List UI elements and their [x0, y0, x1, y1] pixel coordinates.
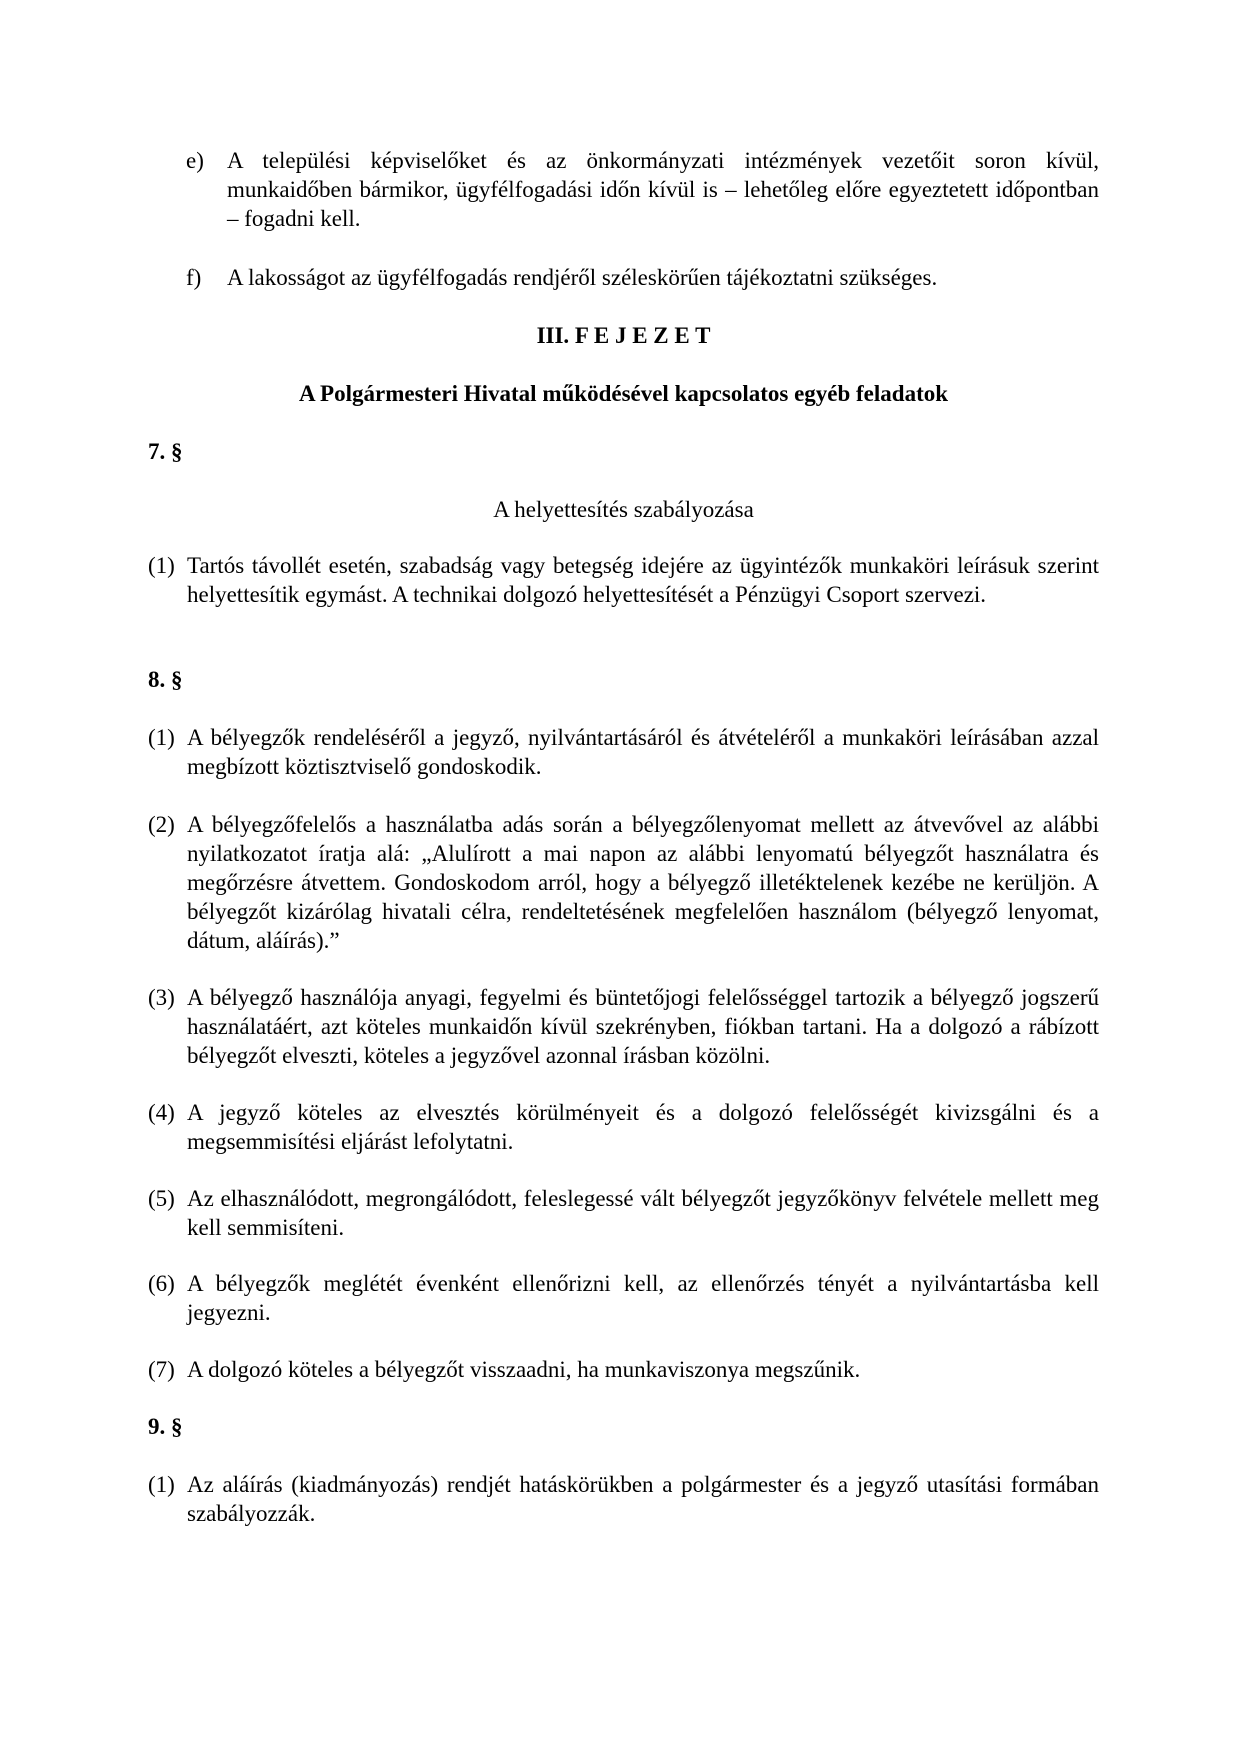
- chapter-title: III. F E J E Z E T: [536, 323, 711, 348]
- paragraph-8-3: [148, 983, 1099, 1070]
- paragraph-text: A bélyegzőfelelős a használatba adás során a bélyegzőlenyomat mellett az átvevővel az alábbi nyilatkozatot íratja alá: „Alulírott a mai napon az alábbi lenyomatú bélyegzőt használatra és megőrzésre átvettem. Gondoskodom arról, hogy a bélyegző illetéktelenek kezébe ne kerüljön. A bélyegzőt kizárólag hivatali célra, rendeltetésének megfelelően használom (bélyegző lenyomat, dátum, aláírás).”: [187, 812, 1099, 953]
- paragraph-number: (2): [148, 812, 175, 837]
- list-item-text: A lakosságot az ügyfélfogadás rendjéről széleskörűen tájékoztatni szükséges.: [227, 265, 938, 290]
- section-title-9: 9. §: [148, 1414, 183, 1439]
- chapter-subtitle: A Polgármesteri Hivatal működésével kapcsolatos egyéb feladatok: [298, 381, 949, 406]
- paragraph-number: (6): [148, 1271, 175, 1296]
- list-item-text: A települési képviselőket és az önkormányzati intézmények vezetőit soron kívül, munkaidőben bármikor, ügyfélfogadási időn kívül is – lehetőleg előre egyeztetett időpontban – fogadni kell.: [227, 148, 1099, 231]
- section-title-8: 8. §: [148, 667, 183, 692]
- paragraph-8-1: [148, 723, 1099, 781]
- list-item-label: f): [186, 265, 202, 290]
- paragraph-text: A bélyegzők rendeléséről a jegyző, nyilvántartásáról és átvételéről a munkaköri leírásában azzal megbízott köztisztviselő gondoskodik.: [187, 725, 1099, 779]
- paragraph-text: A jegyző köteles az elvesztés körülményeit és a dolgozó felelősségét kivizsgálni és a megsemmisítési eljárást lefolytatni.: [187, 1100, 1099, 1154]
- paragraph-number: (7): [148, 1357, 175, 1382]
- section-title-7: 7. §: [148, 439, 183, 464]
- paragraph-text: Az elhasználódott, megrongálódott, feleslegessé vált bélyegzőt jegyzőkönyv felvétele mellett meg kell semmisíteni.: [187, 1186, 1099, 1240]
- paragraph-9-1: [148, 1470, 1099, 1528]
- paragraph-7-1: [148, 551, 1099, 609]
- list-item-f: [186, 263, 1099, 292]
- paragraph-number: (5): [148, 1186, 175, 1211]
- list-item-e: [186, 146, 1099, 233]
- paragraph-text: Az aláírás (kiadmányozás) rendjét hatáskörükben a polgármester és a jegyző utasítási formában szabályozzák.: [187, 1472, 1099, 1526]
- paragraph-text: Tartós távollét esetén, szabadság vagy betegség idejére az ügyintézők munkaköri leírásuk szerint helyettesítik egymást. A technikai dolgozó helyettesítését a Pénzügyi Csoport szervezi.: [187, 553, 1099, 607]
- paragraph-text: A bélyegzők meglétét évenként ellenőrizni kell, az ellenőrzés tényét a nyilvántartásba kell jegyezni.: [187, 1271, 1099, 1325]
- paragraph-text: A bélyegző használója anyagi, fegyelmi és büntetőjogi felelősséggel tartozik a bélyegző jogszerű használatáért, azt köteles munkaidőn kívül szekrényben, fiókban tartani. Ha a dolgozó a rábízott bélyegzőt elveszti, köteles a jegyzővel azonnal írásban közölni.: [187, 985, 1099, 1068]
- paragraph-number: (4): [148, 1100, 175, 1125]
- paragraph-number: (1): [148, 725, 175, 750]
- paragraph-8-4: [148, 1098, 1099, 1156]
- section-subtitle-7: A helyettesítés szabályozása: [493, 497, 754, 522]
- paragraph-8-7: [148, 1355, 1099, 1384]
- paragraph-number: (3): [148, 985, 175, 1010]
- list-item-label: e): [186, 148, 204, 173]
- paragraph-8-6: [148, 1269, 1099, 1327]
- paragraph-8-5: [148, 1184, 1099, 1242]
- paragraph-text: A dolgozó köteles a bélyegzőt visszaadni, ha munkaviszonya megszűnik.: [187, 1357, 861, 1382]
- paragraph-number: (1): [148, 553, 175, 578]
- paragraph-8-2: [148, 810, 1099, 955]
- paragraph-number: (1): [148, 1472, 175, 1497]
